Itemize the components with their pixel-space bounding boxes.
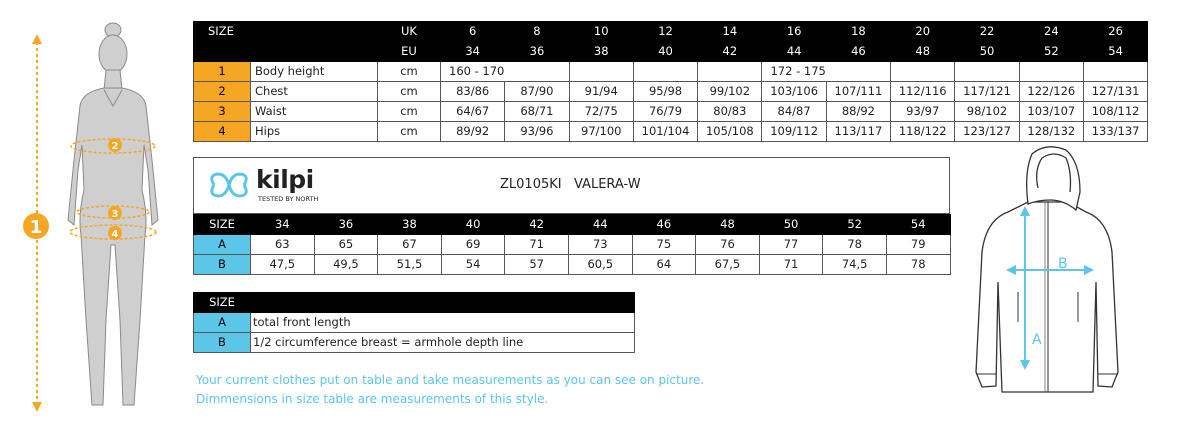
- table-cell: 77: [759, 235, 823, 255]
- eu-size: 40: [633, 42, 697, 62]
- table-cell: 71: [759, 255, 823, 275]
- table-cell: 105/108: [698, 122, 762, 142]
- table-cell: 160 - 170: [441, 62, 570, 82]
- eu-size: 54: [1083, 42, 1147, 62]
- row-label: B: [194, 255, 251, 275]
- table-cell: [569, 62, 633, 82]
- row-number: 1: [194, 62, 251, 82]
- table-cell: 78: [823, 235, 887, 255]
- table-cell: 83/86: [441, 82, 505, 102]
- table-cell: 84/87: [762, 102, 826, 122]
- eu-size: 42: [698, 42, 762, 62]
- table-cell: 109/112: [762, 122, 826, 142]
- uk-label: UK: [378, 22, 441, 42]
- table-cell: 97/100: [569, 122, 633, 142]
- table-cell: 47,5: [251, 255, 315, 275]
- table-cell: 91/94: [569, 82, 633, 102]
- table-cell: 89/92: [441, 122, 505, 142]
- row-unit: cm: [378, 82, 441, 102]
- eu-size: 46: [826, 42, 890, 62]
- kilpi-logo: [206, 165, 326, 208]
- table-cell: [955, 62, 1019, 82]
- table-cell: 99/102: [698, 82, 762, 102]
- table-cell: 74,5: [823, 255, 887, 275]
- table-cell: 64: [632, 255, 696, 275]
- table-cell: 108/112: [1083, 102, 1147, 122]
- uk-size: 24: [1019, 22, 1083, 42]
- marker-height: 1: [29, 217, 43, 238]
- body-measurement-figure: [20, 20, 180, 415]
- table-cell: 76: [696, 235, 760, 255]
- table-cell: 133/137: [1083, 122, 1147, 142]
- table-row: [194, 102, 1148, 122]
- body-size-table: [193, 21, 1148, 142]
- table-cell: 93/97: [891, 102, 955, 122]
- size-col: 50: [759, 215, 823, 235]
- notes: [196, 371, 704, 409]
- table-cell: 80/83: [698, 102, 762, 122]
- uk-size: 6: [441, 22, 505, 42]
- product-code: ZL0105KI: [500, 177, 562, 192]
- uk-size: 14: [698, 22, 762, 42]
- eu-size: 36: [505, 42, 569, 62]
- table-cell: 67,5: [696, 255, 760, 275]
- row-label: A: [194, 313, 251, 333]
- table-cell: 54: [441, 255, 505, 275]
- table-cell: 101/104: [633, 122, 697, 142]
- table-cell: 73: [568, 235, 632, 255]
- table-cell: 57: [505, 255, 569, 275]
- note-line-1: Your current clothes put on table and take measurements as you can see on picture.: [196, 373, 705, 387]
- size-col: 38: [378, 215, 442, 235]
- table-cell: [1019, 62, 1083, 82]
- table-row: [194, 82, 1148, 102]
- table-row: [194, 62, 1148, 82]
- size-col: 52: [823, 215, 887, 235]
- table-row: [194, 122, 1148, 142]
- size-col: 46: [632, 215, 696, 235]
- table-row: [194, 333, 635, 353]
- uk-size: 22: [955, 22, 1019, 42]
- table-cell: 107/111: [826, 82, 890, 102]
- eu-size: 52: [1019, 42, 1083, 62]
- kilpi-knot-icon: [206, 170, 252, 200]
- size-col: 34: [251, 215, 315, 235]
- marker-waist: 3: [111, 209, 119, 220]
- uk-size: 20: [891, 22, 955, 42]
- table-cell: 98/102: [955, 102, 1019, 122]
- row-number: 4: [194, 122, 251, 142]
- eu-size: 48: [891, 42, 955, 62]
- table-cell: 65: [314, 235, 378, 255]
- garment-table-wrap: [193, 214, 951, 275]
- size-header: SIZE: [194, 215, 251, 235]
- table-cell: 51,5: [378, 255, 442, 275]
- uk-size: 8: [505, 22, 569, 42]
- table-row: [194, 255, 951, 275]
- table-cell: 71: [505, 235, 569, 255]
- jacket-measurement-figure: [968, 142, 1128, 402]
- table-cell: 103/107: [1019, 102, 1083, 122]
- uk-size: 10: [569, 22, 633, 42]
- row-name: Chest: [251, 82, 378, 102]
- row-unit: cm: [378, 62, 441, 82]
- eu-size: 34: [441, 42, 505, 62]
- eu-label: EU: [378, 42, 441, 62]
- table-cell: [1083, 62, 1147, 82]
- jacket-marker-b: B: [1058, 256, 1068, 272]
- size-col: 54: [886, 215, 950, 235]
- size-col: 44: [568, 215, 632, 235]
- row-label: A: [194, 235, 251, 255]
- table-cell: 103/106: [762, 82, 826, 102]
- table-cell: 75: [632, 235, 696, 255]
- marker-chest: 2: [111, 141, 119, 152]
- table-cell: 127/131: [1083, 82, 1147, 102]
- jacket-marker-a: A: [1032, 332, 1042, 348]
- table-row: [194, 235, 951, 255]
- size-header: SIZE: [194, 293, 251, 313]
- product-header: [193, 157, 950, 214]
- header-spacer: [251, 293, 635, 313]
- row-number: 3: [194, 102, 251, 122]
- size-col: 36: [314, 215, 378, 235]
- table-cell: 79: [886, 235, 950, 255]
- table-cell: [633, 62, 697, 82]
- table-row: [194, 215, 951, 235]
- table-cell: 76/79: [633, 102, 697, 122]
- note-line-2: Dimmensions in size table are measurements of this style.: [196, 392, 549, 406]
- garment-size-table: [193, 214, 951, 275]
- eu-size: 50: [955, 42, 1019, 62]
- table-cell: 122/126: [1019, 82, 1083, 102]
- table-cell: 95/98: [633, 82, 697, 102]
- table-cell: 72/75: [569, 102, 633, 122]
- size-header: SIZE: [194, 22, 378, 62]
- uk-size: 16: [762, 22, 826, 42]
- table-cell: 128/132: [1019, 122, 1083, 142]
- row-unit: cm: [378, 122, 441, 142]
- table-cell: 87/90: [505, 82, 569, 102]
- table-row: [194, 293, 635, 313]
- table-cell: 88/92: [826, 102, 890, 122]
- legend-text: total front length: [251, 313, 635, 333]
- size-col: 42: [505, 215, 569, 235]
- uk-size: 12: [633, 22, 697, 42]
- table-cell: 123/127: [955, 122, 1019, 142]
- marker-hips: 4: [111, 229, 119, 240]
- table-cell: 68/71: [505, 102, 569, 122]
- product-name: VALERA-W: [574, 177, 641, 192]
- row-number: 2: [194, 82, 251, 102]
- uk-size: 18: [826, 22, 890, 42]
- table-cell: 78: [886, 255, 950, 275]
- uk-size: 26: [1083, 22, 1147, 42]
- legend-table-wrap: [193, 292, 635, 353]
- table-cell: 63: [251, 235, 315, 255]
- table-row: [194, 22, 1148, 42]
- size-col: 48: [696, 215, 760, 235]
- brand-tagline: TESTED BY NORTH: [258, 195, 319, 203]
- table-cell: 118/122: [891, 122, 955, 142]
- body-table-wrap: [193, 21, 1148, 142]
- row-name: Hips: [251, 122, 378, 142]
- table-cell: 113/117: [826, 122, 890, 142]
- brand-name: kilpi: [256, 165, 314, 194]
- table-cell: 112/116: [891, 82, 955, 102]
- table-cell: 49,5: [314, 255, 378, 275]
- table-cell: 172 - 175: [762, 62, 891, 82]
- row-unit: cm: [378, 102, 441, 122]
- table-cell: 69: [441, 235, 505, 255]
- table-row: [194, 313, 635, 333]
- row-name: Body height: [251, 62, 378, 82]
- row-name: Waist: [251, 102, 378, 122]
- table-cell: 67: [378, 235, 442, 255]
- eu-size: 38: [569, 42, 633, 62]
- size-col: 40: [441, 215, 505, 235]
- table-cell: 93/96: [505, 122, 569, 142]
- table-cell: [698, 62, 762, 82]
- table-cell: 117/121: [955, 82, 1019, 102]
- legend-table: [193, 292, 635, 353]
- table-cell: [891, 62, 955, 82]
- eu-size: 44: [762, 42, 826, 62]
- legend-text: 1/2 circumference breast = armhole depth line: [251, 333, 635, 353]
- row-label: B: [194, 333, 251, 353]
- table-cell: 60,5: [568, 255, 632, 275]
- table-cell: 64/67: [441, 102, 505, 122]
